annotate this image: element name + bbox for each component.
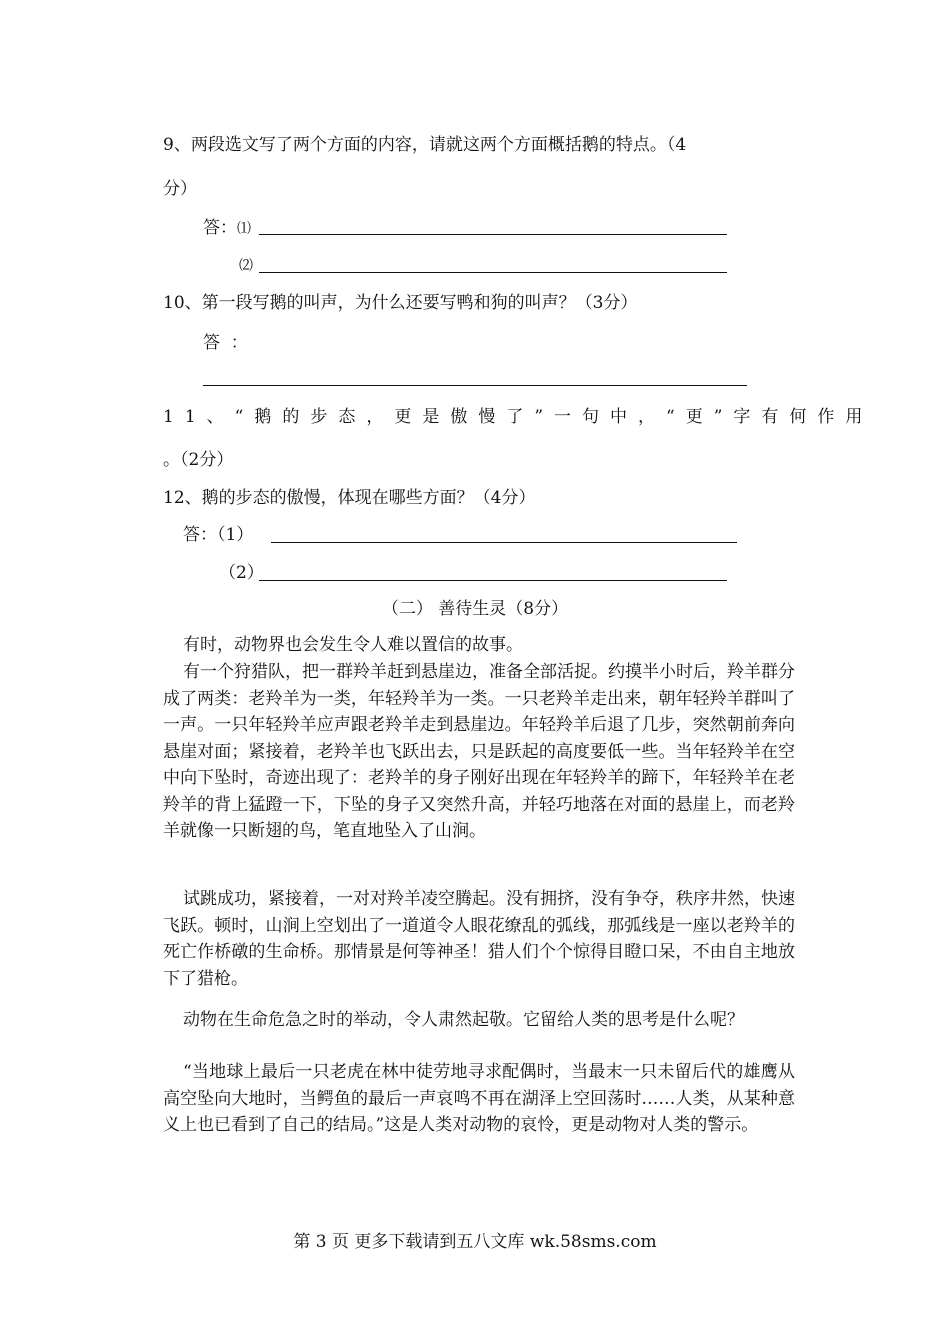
answer-line — [259, 234, 727, 235]
question-9: 9、两段选文写了两个方面的内容，请就这两个方面概括鹅的特点。（4 — [163, 135, 687, 155]
answer-prefix: 答：⑴ — [203, 218, 251, 238]
answer-item-label: （2） — [219, 563, 264, 583]
answer-item-label: ⑴ — [237, 221, 251, 237]
question-11: 11、“鹅的步态，更是傲慢了”一句中，“更”字有何作用 — [163, 407, 874, 427]
answer-prefix: 答：（1） — [183, 525, 254, 545]
question-12: 12、鹅的步态的傲慢，体现在哪些方面？（4分） — [163, 488, 536, 508]
question-11-continuation: 。（2分） — [163, 450, 234, 470]
answer-line — [259, 272, 727, 273]
passage-paragraph: 有一个狩猎队，把一群羚羊赶到悬崖边，准备全部活捉。约摸半小时后，羚羊群分成了两类：老羚羊为一类，年轻羚羊为一类。一只老羚羊走出来，朝年轻羚羊群叫了一声。一只年轻羚羊应声跟老羚羊走到悬崖边。年轻羚羊后退了几步，突然朝前奔向悬崖对面；紧接着，老羚羊也飞跃出去，只是跃起的高度要低一些。当年轻羚羊在空中向下坠时，奇迹出现了：老羚羊的身子刚好出现在年轻羚羊的蹄下，年轻羚羊在老羚羊的背上猛蹬一下，下坠的身子又突然升高，并轻巧地落在对面的悬崖上，而老羚羊就像一只断翅的鸟，笔直地坠入了山涧。 — [163, 662, 795, 841]
answer-line — [271, 542, 737, 543]
answer-line — [203, 385, 747, 386]
answer-prefix: 答 ： — [203, 333, 248, 353]
passage-paragraph: 有时，动物界也会发生令人难以置信的故事。 — [183, 635, 523, 655]
answer-item-label: ⑵ — [239, 258, 253, 274]
answer-line — [259, 580, 727, 581]
question-10: 10、第一段写鹅的叫声，为什么还要写鸭和狗的叫声？（3分） — [163, 293, 638, 313]
passage-paragraph: 试跳成功，紧接着，一对对羚羊凌空腾起。没有拥挤，没有争夺，秩序井然，快速飞跃。顿时，山涧上空划出了一道道令人眼花缭乱的弧线，那弧线是一座以老羚羊的死亡作桥礅的生命桥。那情景是何等神圣！猎人们个个惊得目瞪口呆，不由自主地放下了猎枪。 — [163, 889, 795, 989]
passage-paragraph: 动物在生命危急之时的举动，令人肃然起敬。它留给人类的思考是什么呢？ — [183, 1010, 744, 1030]
question-9-continuation: 分） — [163, 179, 197, 199]
page-footer: 第 3 页 更多下载请到五八文库 wk.58sms.com — [293, 1232, 657, 1252]
passage-paragraph: “当地球上最后一只老虎在林中徒劳地寻求配偶时，当最末一只未留后代的雄鹰从高空坠向大地时，当鳄鱼的最后一声哀鸣不再在湖泽上空回荡时……人类，从某种意义上也已看到了自己的结局。”这是人类对动物的哀怜，更是动物对人类的警示。 — [163, 1062, 795, 1135]
passage-title: （二） 善待生灵（8分） — [381, 599, 569, 619]
